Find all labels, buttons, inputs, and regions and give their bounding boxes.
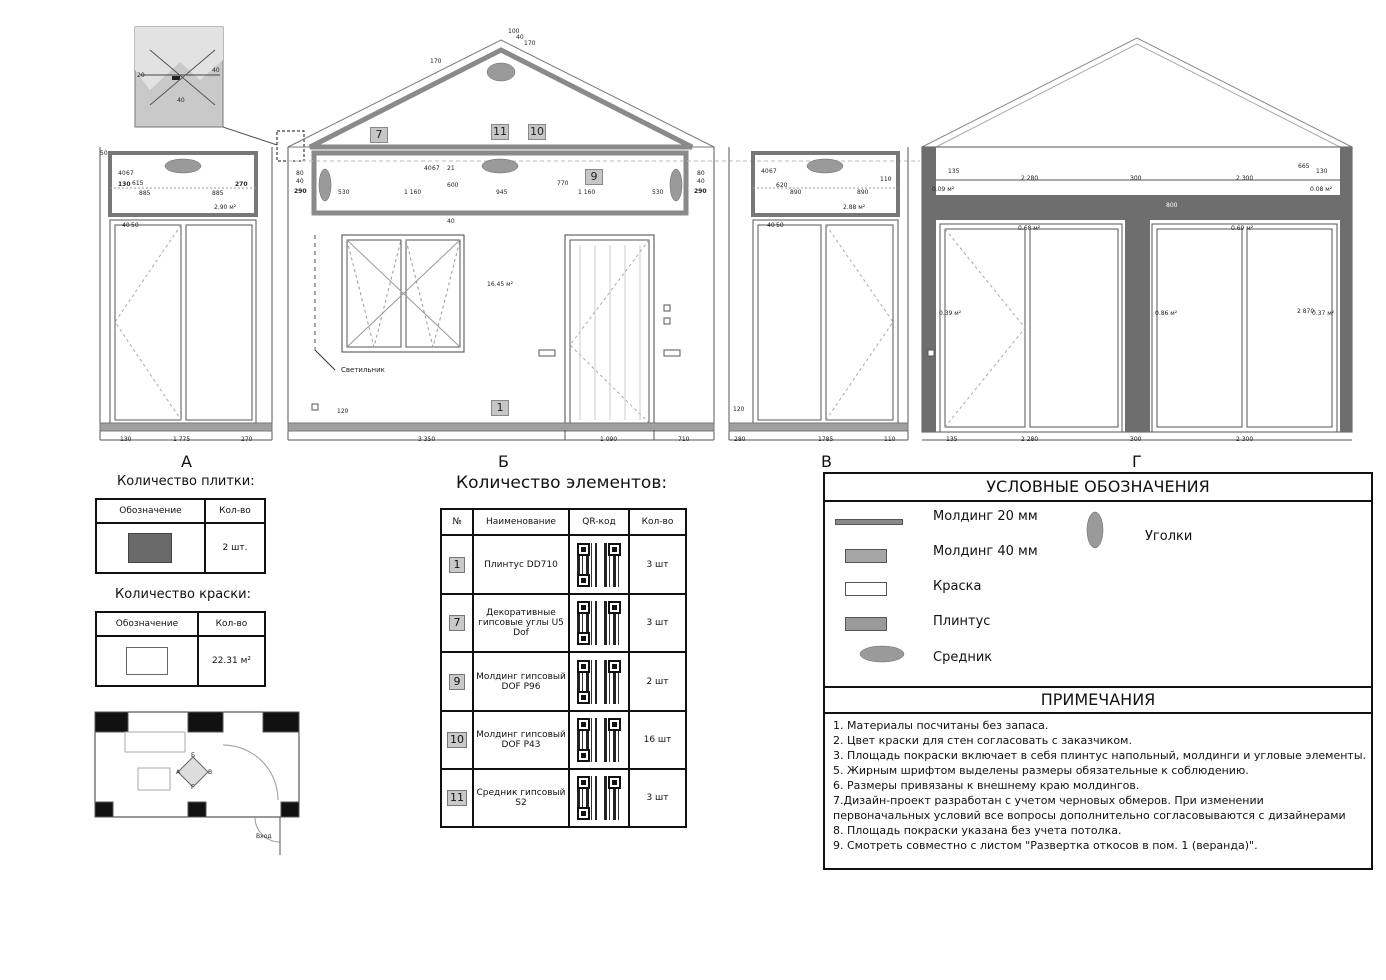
dim-label: 40 bbox=[424, 165, 432, 172]
bold-dim-label: 130 bbox=[118, 181, 131, 188]
elevation-a bbox=[100, 147, 272, 440]
element-tag-7: 7 bbox=[370, 127, 388, 143]
row-name: Молдинг гипсовый DOF P96 bbox=[473, 652, 569, 711]
dim-label: 40 bbox=[516, 34, 524, 41]
table-row bbox=[441, 594, 686, 652]
paint-table bbox=[95, 611, 266, 687]
plan-label: А bbox=[176, 769, 181, 776]
dim-label: 50 bbox=[131, 222, 139, 229]
element-tag-10: 10 bbox=[530, 125, 544, 138]
row-number: 10 bbox=[447, 732, 467, 748]
molding-40-swatch bbox=[845, 549, 887, 563]
dim-label: 50 bbox=[100, 150, 108, 157]
dim-label: 110 bbox=[880, 176, 892, 183]
dim-label: 170 bbox=[430, 58, 442, 65]
note-line: 7.Дизайн-проект разработан с учетом черновых обмеров. При изменении bbox=[833, 794, 1264, 807]
dim-label: 130 bbox=[1316, 168, 1328, 175]
bold-dim-label: 290 bbox=[694, 188, 707, 195]
dim-label: 3 350 bbox=[418, 436, 436, 443]
note-line: 8. Площадь покраски указана без учета потолка. bbox=[833, 824, 1122, 837]
area-label: 16.45 м² bbox=[487, 281, 514, 288]
dim-label: 280 bbox=[734, 436, 746, 443]
dim-label: 80 bbox=[697, 170, 705, 177]
table-row bbox=[441, 769, 686, 827]
row-name: Декоративные гипсовые углы U5 Dof bbox=[473, 594, 569, 652]
note-line: 5. Жирным шрифтом выделены размеры обязательные к соблюдению. bbox=[833, 764, 1249, 777]
note-line: 2. Цвет краски для стен согласовать с заказчиком. bbox=[833, 734, 1132, 747]
row-number: 7 bbox=[449, 615, 465, 631]
dim-label: 40 bbox=[296, 178, 304, 185]
tile-col-qty: Кол-во bbox=[205, 499, 265, 523]
elements-col-name: Наименование bbox=[473, 509, 569, 535]
molding-20-swatch bbox=[835, 519, 903, 525]
row-qty: 3 шт bbox=[629, 769, 686, 827]
view-letter-a: А bbox=[181, 452, 192, 471]
elevation-b bbox=[288, 40, 920, 440]
dim-label: 40 bbox=[177, 97, 185, 104]
row-number: 1 bbox=[449, 557, 465, 573]
area-label: 0.68 м² bbox=[1018, 225, 1041, 232]
dim-label: 890 bbox=[790, 189, 802, 196]
element-tag-1: 1 bbox=[491, 400, 509, 416]
note-line: 6. Размеры привязаны к внешнему краю молдингов. bbox=[833, 779, 1140, 792]
dim-label: 1 160 bbox=[404, 189, 422, 196]
paint-heading: Количество краски: bbox=[115, 587, 251, 602]
dim-label: 945 bbox=[496, 189, 508, 196]
plan-label: В bbox=[208, 769, 213, 776]
dim-label: 50 bbox=[776, 222, 784, 229]
legend-molding-40: Молдинг 40 мм bbox=[933, 544, 1038, 559]
row-name: Плинтус DD710 bbox=[473, 535, 569, 594]
dim-label: 710 bbox=[678, 436, 690, 443]
dim-label: 40 bbox=[697, 178, 705, 185]
paint-col-designation: Обозначение bbox=[96, 612, 198, 636]
dim-label: 530 bbox=[652, 189, 664, 196]
legend-paint: Краска bbox=[933, 579, 982, 594]
dim-label: 530 bbox=[338, 189, 350, 196]
dim-label: 135 bbox=[946, 436, 958, 443]
table-row bbox=[441, 535, 686, 594]
element-tag-11: 11 bbox=[493, 125, 507, 138]
row-number: 11 bbox=[447, 790, 467, 806]
dim-label: 885 bbox=[212, 190, 224, 197]
paint-swatch bbox=[96, 636, 198, 686]
tile-qty: 2 шт. bbox=[205, 523, 265, 573]
bold-dim-label: 270 bbox=[235, 181, 248, 188]
paint-qty: 22.31 м² bbox=[198, 636, 265, 686]
dim-label: 21 bbox=[447, 165, 455, 172]
dim-label: 2 280 bbox=[1021, 175, 1039, 182]
view-letter-g: Г bbox=[1132, 452, 1142, 471]
dim-label: 40 bbox=[447, 218, 455, 225]
elements-heading: Количество элементов: bbox=[456, 473, 668, 493]
paint-swatch bbox=[845, 582, 887, 596]
view-letter-v: В bbox=[821, 452, 832, 471]
elements-col-num: № bbox=[441, 509, 473, 535]
dim-label: 2 870 bbox=[1297, 308, 1315, 315]
elevation-v bbox=[729, 147, 908, 440]
dim-label: 2 300 bbox=[1236, 436, 1254, 443]
legend-panel bbox=[823, 472, 1373, 688]
tile-table bbox=[95, 498, 266, 574]
paint-col-qty: Кол-во bbox=[198, 612, 265, 636]
area-label: 0.37 м² bbox=[1312, 310, 1335, 317]
dim-label: 40 bbox=[761, 168, 769, 175]
dim-label: 80 bbox=[296, 170, 304, 177]
elevation-g bbox=[922, 38, 1352, 440]
dim-label: 300 bbox=[1130, 175, 1142, 182]
qr-code[interactable] bbox=[569, 652, 629, 711]
dim-label: 270 bbox=[241, 436, 253, 443]
dim-label: 40 bbox=[122, 222, 130, 229]
dim-label: 1 775 bbox=[173, 436, 191, 443]
row-qty: 3 шт bbox=[629, 535, 686, 594]
area-label: 2.90 м² bbox=[214, 204, 237, 211]
dim-label: 620 bbox=[776, 182, 788, 189]
dim-label: 1785 bbox=[818, 436, 834, 443]
area-label: 0.08 м² bbox=[1310, 186, 1333, 193]
dim-label: 170 bbox=[524, 40, 536, 47]
notes-title: ПРИМЕЧАНИЯ bbox=[825, 688, 1371, 714]
dim-label: 2 300 bbox=[1236, 175, 1254, 182]
dim-label: 67 bbox=[769, 168, 777, 175]
dim-label: 890 bbox=[857, 189, 869, 196]
dim-label: 1 090 bbox=[600, 436, 618, 443]
elements-col-qty: Кол-во bbox=[629, 509, 686, 535]
note-line: 1. Материалы посчитаны без запаса. bbox=[833, 719, 1049, 732]
legend-center-piece: Средник bbox=[933, 650, 993, 665]
table-row bbox=[441, 652, 686, 711]
dim-label: 120 bbox=[337, 408, 349, 415]
dim-label: 800 bbox=[1166, 202, 1178, 209]
dim-label: 20 bbox=[137, 72, 145, 79]
tile-swatch bbox=[96, 523, 205, 573]
plan-label: Г bbox=[191, 784, 195, 791]
qr-code[interactable] bbox=[569, 535, 629, 594]
dim-label: 40 bbox=[118, 170, 126, 177]
legend-plinth: Плинтус bbox=[933, 614, 991, 629]
dim-label: 130 bbox=[120, 436, 132, 443]
plan-label: Б bbox=[191, 752, 196, 759]
dim-label: 67 bbox=[126, 170, 134, 177]
row-name: Средник гипсовый S2 bbox=[473, 769, 569, 827]
dim-label: 120 bbox=[733, 406, 745, 413]
element-tag-9: 9 bbox=[585, 169, 603, 185]
row-name: Молдинг гипсовый DOF P43 bbox=[473, 711, 569, 769]
qr-code[interactable] bbox=[569, 711, 629, 769]
tile-heading: Количество плитки: bbox=[117, 474, 255, 489]
plinth-swatch bbox=[845, 617, 887, 631]
area-label: 0.39 м² bbox=[939, 310, 962, 317]
row-number: 9 bbox=[449, 674, 465, 690]
note-line: 3. Площадь покраски включает в себя плинтус напольный, молдинги и угловые элементы. bbox=[833, 749, 1367, 762]
dim-label: 100 bbox=[508, 28, 520, 35]
dim-label: 665 bbox=[1298, 163, 1310, 170]
area-label: 2.88 м² bbox=[843, 204, 866, 211]
note-line: 9. Смотреть совместно с листом "Развертка откосов в пом. 1 (веранда)". bbox=[833, 839, 1258, 852]
dim-label: 67 bbox=[432, 165, 440, 172]
plan-entry-label: Вход bbox=[256, 833, 272, 840]
molding-detail-callout bbox=[135, 27, 304, 161]
dim-label: 885 bbox=[139, 190, 151, 197]
qr-code[interactable] bbox=[569, 594, 629, 652]
dim-label: 110 bbox=[884, 436, 896, 443]
notes-list bbox=[825, 714, 1371, 857]
dim-label: 40 bbox=[767, 222, 775, 229]
bold-dim-label: 290 bbox=[294, 188, 307, 195]
legend-corners: Уголки bbox=[1145, 529, 1193, 544]
dim-label: 1 160 bbox=[578, 189, 596, 196]
row-qty: 3 шт bbox=[629, 594, 686, 652]
legend-title: УСЛОВНЫЕ ОБОЗНАЧЕНИЯ bbox=[825, 474, 1371, 502]
dim-label: 600 bbox=[447, 182, 459, 189]
legend-molding-20: Молдинг 20 мм bbox=[933, 509, 1038, 524]
dim-label: 135 bbox=[948, 168, 960, 175]
lamp-label: Светильник bbox=[341, 366, 385, 374]
notes-panel bbox=[823, 686, 1373, 870]
row-qty: 2 шт bbox=[629, 652, 686, 711]
qr-code[interactable] bbox=[569, 769, 629, 827]
area-label: 0.86 м² bbox=[1155, 310, 1178, 317]
dim-label: 2 280 bbox=[1021, 436, 1039, 443]
dim-label: 300 bbox=[1130, 436, 1142, 443]
tile-col-designation: Обозначение bbox=[96, 499, 205, 523]
area-label: 0.69 м² bbox=[1231, 225, 1254, 232]
paint-swatch-box bbox=[126, 647, 168, 675]
elements-col-qr: QR-код bbox=[569, 509, 629, 535]
note-line: первоначальных условий все вопросы дополнительно согласовываются с дизайнерами bbox=[833, 809, 1346, 822]
view-letter-b: Б bbox=[498, 452, 509, 471]
row-qty: 16 шт bbox=[629, 711, 686, 769]
tile-swatch-box bbox=[128, 533, 172, 563]
elements-table bbox=[440, 508, 687, 828]
table-row bbox=[441, 711, 686, 769]
dim-label: 615 bbox=[132, 180, 144, 187]
area-label: 0.09 м² bbox=[932, 186, 955, 193]
dim-label: 40 bbox=[212, 67, 220, 74]
dim-label: 770 bbox=[557, 180, 569, 187]
